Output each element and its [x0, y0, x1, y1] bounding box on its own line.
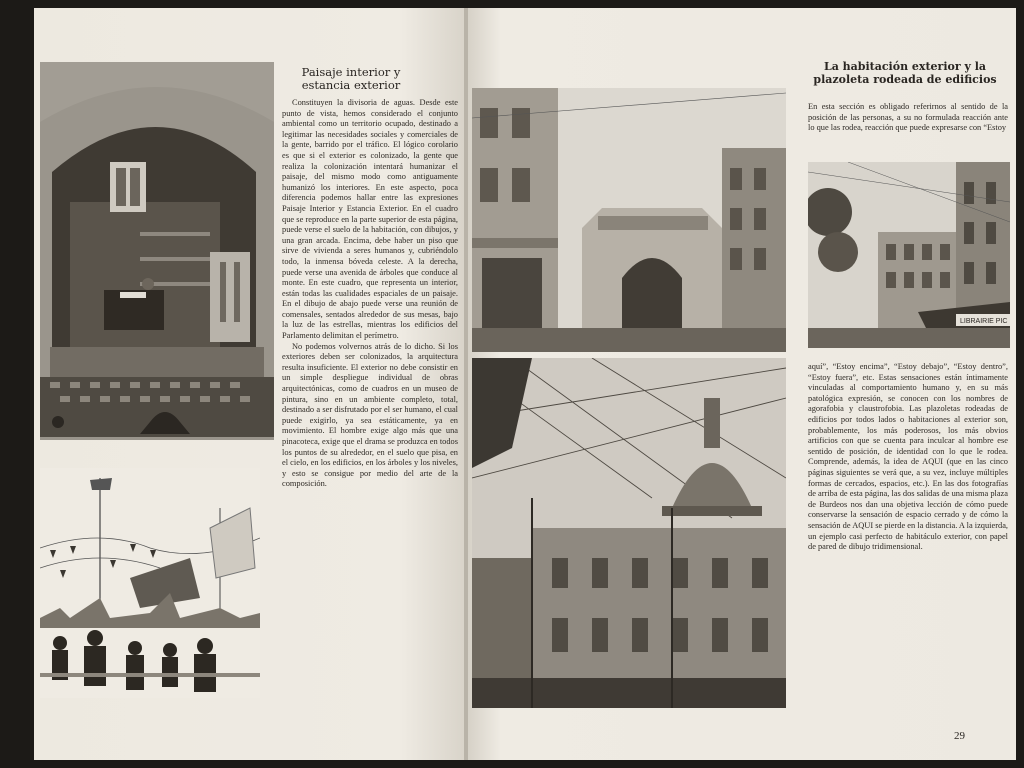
photo-tented-dome — [472, 358, 786, 708]
left-page — [34, 8, 466, 760]
photo-bordeaux-gate — [472, 88, 786, 352]
right-column-top — [808, 102, 1008, 134]
shop-sign-text: LIBRAIRIE PIC — [960, 318, 1008, 325]
left-paragraph-1: Constituyen la divisoria de aguas. Desde este punto de vista, hemos considerado el conjunto ambiental como un territorio ocupado, destinado a legitimar las necesidades sociales y comerciales de la gente, barrido por el tráfico. El lógico corolario es que si el exterior es colonizado, la gente que realiza la colonización intentará humanizar el paisaje, del mismo modo como antiguamente humanizó los interiores. En este aspecto, poca diferencia podemos hallar entre las expresiones Paisaje Interior y Estancia Exterior. En el cuadro que se reproduce en la parte superior de esta página, puede verse el suelo de la habitación, con dibujos, y una gran arcada. Encima, debe haber un piso que sirve de vivienda a seres humanos y, cubriéndolo todo, la inmensa bóveda celeste. A la derecha, puede verse una avenida de árboles que conduce al monte. En este cuadro, que representa un interior, están todas las cualidades espaciales de un paisaje. En el dibujo de abajo puede verse una reunión de comensales, sentados alrededor de sus mesas, bajo la luz de las estrellas, mientras los edificios del Parlamento delimitan el perímetro. — [282, 98, 458, 341]
painting-interior-arch — [40, 62, 274, 440]
left-page-heading: Paisaje interior y estancia exterior — [301, 65, 401, 92]
photo-square-shops — [808, 162, 1010, 348]
right-page — [468, 8, 1016, 760]
right-column-bottom — [808, 362, 1008, 553]
right-column-bottom-text: aquí”, “Estoy encima”, “Estoy debajo”, “Estoy dentro”, “Estoy fuera”, etc. Estas sensaciones están íntimamente vinculadas al comportamiento humano y, en su más patológica expresión, se conocen con los nombres de agorafobia y claustrofobia. Las plazoletas rodeadas de edificios por todos lados o habitaciones al exterior son, probablemente, los más poderosos, los más obvios artificios con que se cuenta para inculcar al hombre ese sentido de posición, de identidad con lo que le rodea. Comprende, además, la idea de AQUI (que en las cinco páginas siguientes se verá que, a su vez, incluye múltiples formas de cercados, espacios, etc.). En las dos fotografías de arriba de esta página, las dos salidas de una misma plaza de Burdeos nos dan una objetiva lección de cómo puede conservarse la sensación de espacio cerrado y de cómo la sensación de AQUI se pierde en la distancia. A la izquierda, un ejemplo casi perfecto de habitáculo exterior, con papel de pared de dibujo tridimensional. — [808, 362, 1008, 552]
left-page-body — [282, 98, 458, 490]
page-number: 29 — [954, 730, 965, 742]
right-column-top-text: En esta sección es obligado referirnos al sentido de la posición de las personas, a su no formulada reacción ante lo que las rodea, reacción que puede expresarse con “Estoy — [808, 102, 1008, 133]
sketch-outdoor-diners — [40, 468, 260, 698]
right-page-heading: La habitación exterior y la plazoleta rodeada de edificios — [813, 60, 997, 86]
left-paragraph-2: No podemos volvernos atrás de lo dicho. Si los exteriores deben ser colonizados, la arquitectura resulta insuficiente. El exterior no debe consistir en un simple despliegue individual de obras arquitectónicas, como de cuadros en un museo de pintura, sino en un ambiente completo, total, destinado a ser disfrutado por el ser humano, el cual puede exigirlo, ya sea estáticamente, ya en movimiento. El hombre exige algo más que una pinacoteca, exige que el drama se produzca en todos los puntos de su alrededor, en el suelo que pisa, en el cielo, en los edificios, en los árboles y los niveles, y esto se consigue por medio del arte de la composición. — [282, 341, 458, 489]
